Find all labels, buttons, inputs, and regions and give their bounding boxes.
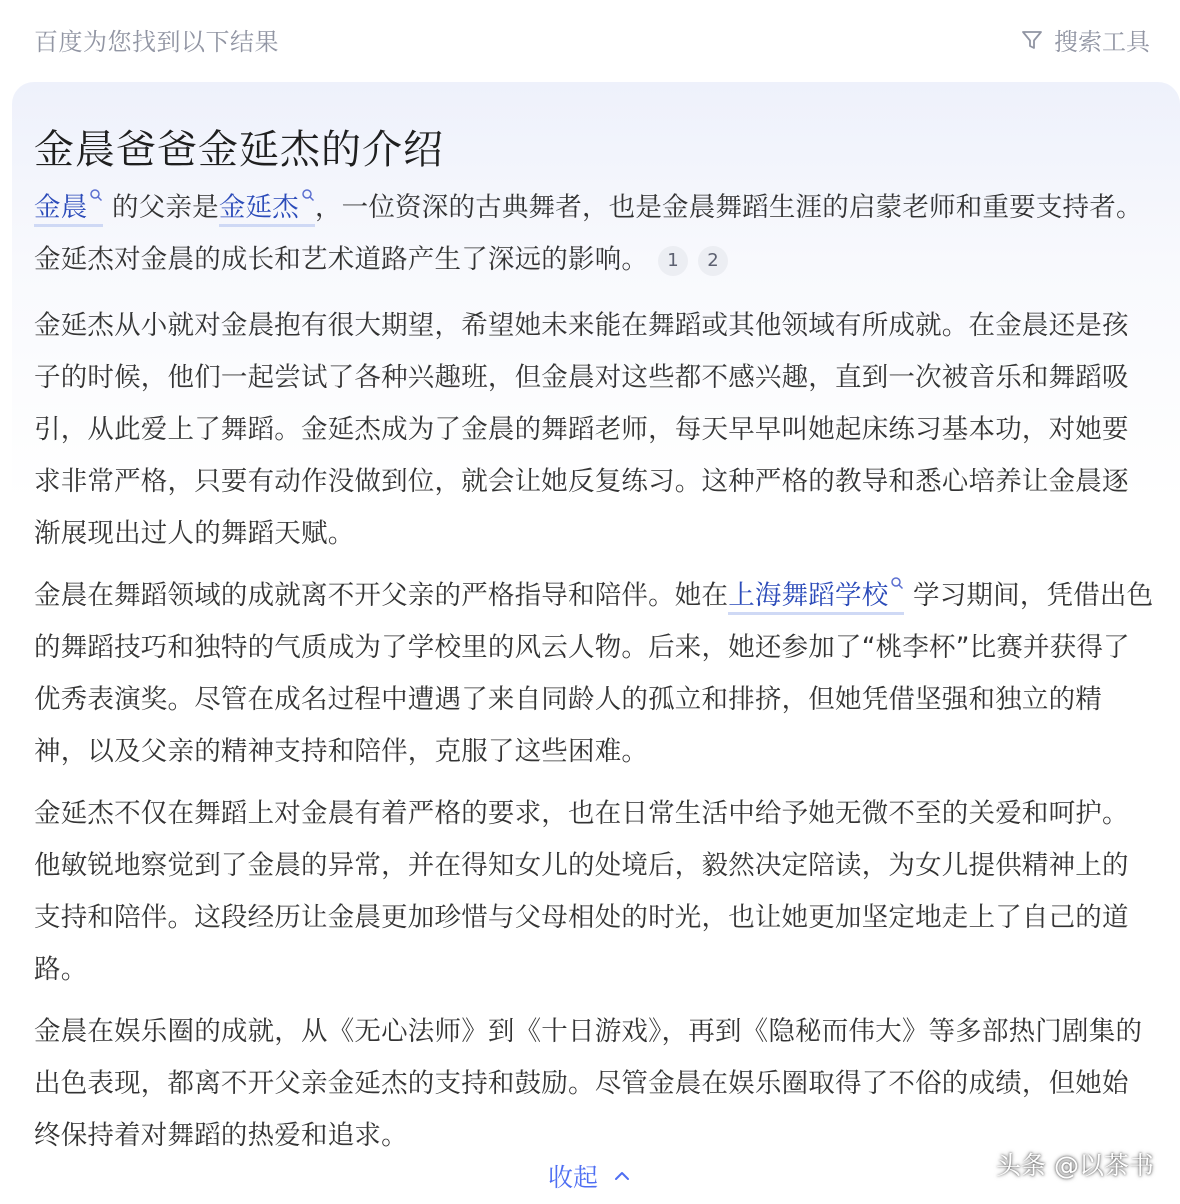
answer-title: 金晨爸爸金延杰的介绍 [34, 127, 444, 173]
search-tools-label: 搜索工具 [1054, 28, 1150, 56]
answer-paragraph: 金延杰不仅在舞蹈上对金晨有着严格的要求，也在日常生活中给予她无微不至的关爱和呵护。他敏锐地察觉到了金晨的异常，并在得知女儿的处境后，毅然决定陪读，为女儿提供精神上的支持和陪伴。这段经历让金晨更加珍惜与父母相处的时光，也让她更加坚定地走上了自己的道路。 [34, 798, 1129, 985]
entity-link-jinyanjie[interactable]: 金延杰 [219, 192, 315, 227]
answer-paragraph: 金延杰从小就对金晨抱有很大期望，希望她未来能在舞蹈或其他领域有所成就。在金晨还是孩子的时候，他们一起尝试了各种兴趣班，但金晨对这些都不感兴趣，直到一次被音乐和舞蹈吸引，从此爱上了舞蹈。金延杰成为了金晨的舞蹈老师，每天早早叫她起床练习基本功，对她要求非常严格，只要有动作没做到位，就会让她反复练习。这种严格的教导和悉心培养让金晨逐渐展现出过人的舞蹈天赋。 [34, 310, 1129, 549]
answer-body [34, 182, 1154, 1172]
filter-icon [1020, 28, 1044, 52]
result-count-hint: 百度为您找到以下结果 [34, 28, 279, 56]
collapse-label: 收起 [547, 1163, 598, 1192]
watermark: 头条 @以茶书 [996, 1151, 1154, 1180]
chevron-up-icon [612, 1166, 632, 1186]
answer-paragraph: 金晨在娱乐圈的成就，从《无心法师》到《十日游戏》，再到《隐秘而伟大》等多部热门剧集的出色表现，都离不开父亲金延杰的支持和鼓励。尽管金晨在娱乐圈取得了不俗的成绩，但她始终保持着对舞蹈的热爱和追求。 [34, 1016, 1143, 1151]
citation-badge[interactable]: 1 [658, 246, 688, 276]
answer-paragraph-intro: 金晨 的父亲是金延杰 ，一位资深的古典舞者，也是金晨舞蹈生涯的启蒙老师和重要支持者。金延杰对金晨的成长和艺术道路产生了深远的影响。 1 2 [34, 182, 1154, 286]
search-icon [890, 576, 904, 590]
citation-badge[interactable]: 2 [698, 246, 728, 276]
answer-paragraph: 金晨在舞蹈领域的成就离不开父亲的严格指导和陪伴。她在上海舞蹈学校 学习期间，凭借出色的舞蹈技巧和独特的气质成为了学校里的风云人物。后来，她还参加了“桃李杯”比赛并获得了优秀表演奖。尽管在成名过程中遭遇了来自同龄人的孤立和排挤，但她凭借坚强和独立的精神，以及父亲的精神支持和陪伴，克服了这些困难。 [34, 570, 1154, 778]
search-tools-button[interactable] [1020, 22, 1150, 57]
search-icon [301, 188, 315, 202]
entity-link-jinchen[interactable]: 金晨 [34, 192, 103, 227]
search-icon [89, 188, 103, 202]
entity-link-shanghai-dance-school[interactable]: 上海舞蹈学校 [728, 580, 904, 615]
results-header [0, 0, 1180, 78]
ai-answer-card [12, 82, 1180, 1204]
